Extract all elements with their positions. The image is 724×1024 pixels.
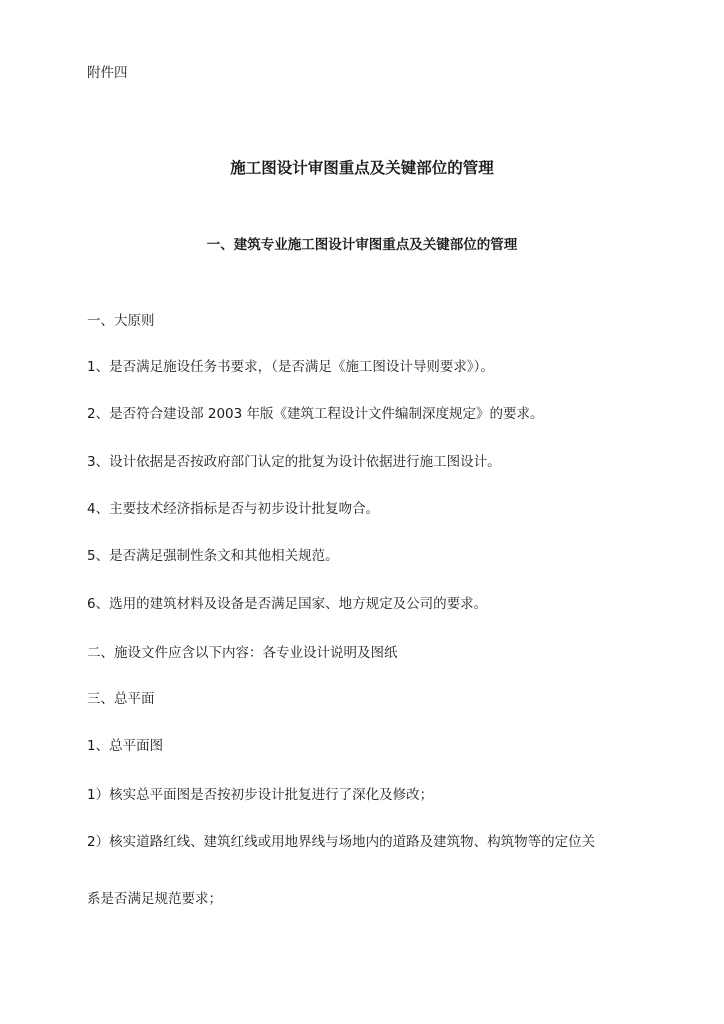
site-item-2-continued: 系是否满足规范要求； [87,891,222,907]
general-item-1: 1、是否满足施设任务书要求，（是否满足《施工图设计导则要求》）。 [87,359,494,375]
site-subheading: 1、总平面图 [87,738,164,754]
general-item-4: 4、主要技术经济指标是否与初步设计批复吻合。 [87,501,380,517]
general-item-5: 5、是否满足强制性条文和其他相关规范。 [87,548,339,564]
section-heading-site: 三、总平面 [87,691,155,707]
site-item-2: 2）核实道路红线、建筑红线或用地界线与场地内的道路及建筑物、构筑物等的定位关 [87,834,596,850]
general-item-3: 3、设计依据是否按政府部门认定的批复为设计依据进行施工图设计。 [87,454,501,470]
site-item-1: 1）核实总平面图是否按初步设计批复进行了深化及修改； [87,787,434,803]
section-heading-documents: 二、施设文件应含以下内容：各专业设计说明及图纸 [87,645,398,661]
document-title: 施工图设计审图重点及关键部位的管理 [230,159,494,177]
general-item-6: 6、选用的建筑材料及设备是否满足国家、地方规定及公司的要求。 [87,596,488,612]
section-heading-general: 一、大原则 [87,313,155,329]
attachment-label: 附件四 [87,65,128,81]
general-item-2: 2、是否符合建设部 2003 年版《建筑工程设计文件编制深度规定》的要求。 [87,406,544,422]
document-subtitle: 一、建筑专业施工图设计审图重点及关键部位的管理 [206,237,518,253]
